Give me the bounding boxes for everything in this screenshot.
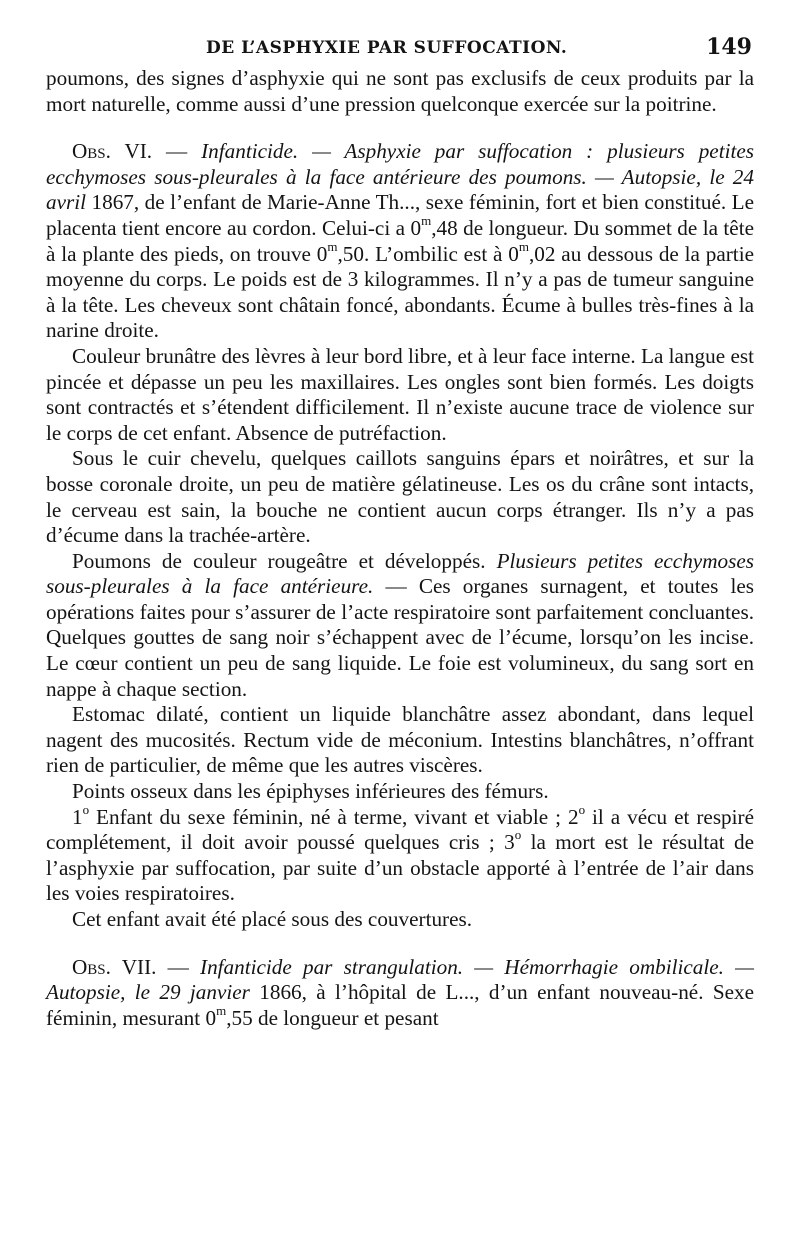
paragraph-lungs-end: — Ces organes surnagent, et toutes les opérations faites pour s’assurer de l’acte respiratoire sont parfaitement concluantes. Quelques gouttes de sang noir s’échappent avec de l’écume, lorsqu’on les incise. Le cœur contient un peu de sang liquide. Le foie est volumineux, du sang sort en nappe à chaque section.	[46, 574, 754, 701]
observation-7-text-b: ,55 de longueur et pesant	[226, 1005, 439, 1030]
ordinal-mark-2: o	[578, 801, 586, 817]
paragraph-scalp: Sous le cuir chevelu, quelques caillots sanguins épars et noirâtres, et sur la bosse coronale droite, un peu de matière gélatineuse. Les os du crâne sont intacts, le cerveau est sain, la bouche ne contient aucun corps étranger. Ils n’y a pas d’écume dans la trachée-artère.	[46, 446, 754, 548]
observation-6-text-c: ,50. L’ombilic est à 0	[337, 241, 519, 266]
paragraph-continuation: poumons, des signes d’asphyxie qui ne sont pas exclusifs de ceux produits par la mort naturelle, comme aussi d’une pression quelconque exercée sur la poitrine.	[46, 66, 754, 116]
observation-6-dash: —	[152, 139, 202, 164]
paragraph-blankets: Cet enfant avait été placé sous des couvertures.	[72, 907, 473, 931]
conclusion-text-1: Enfant du sexe féminin, né à terme, vivant et viable ; 2	[89, 804, 579, 829]
observation-7-title: Infanticide par strangulation. — Hémorrhagie ombilicale. — Autopsie, le 29 janvier	[46, 954, 754, 1005]
observation-7-label: Obs. VII.	[72, 954, 157, 979]
unit-metre-2: m	[327, 238, 338, 254]
paragraph-lungs	[46, 549, 754, 703]
unit-metre-3: m	[518, 238, 529, 254]
page-header	[46, 30, 754, 66]
paragraph-stomach: Estomac dilaté, contient un liquide blanchâtre assez abondant, dans lequel nagent des mucosités. Rectum vide de méconium. Intestins blanchâtres, n’offrant rien de particulier, de même que les autres viscères.	[46, 702, 754, 778]
ordinal-mark-1: o	[82, 801, 90, 817]
unit-metre-4: m	[216, 1002, 227, 1018]
observation-7	[46, 955, 754, 1032]
observation-6-text-b: ,48 de longueur. Du sommet de la tête à la plante des pieds, on trouve 0	[46, 215, 754, 266]
observation-6-label: Obs. VI.	[72, 139, 153, 164]
running-title: DE L’ASPHYXIE PAR SUFFOCATION.	[206, 38, 568, 58]
paragraph-lips: Couleur brunâtre des lèvres à leur bord libre, et à leur face interne. La langue est pincée et dépasse un peu les maxillaires. Les ongles sont bien formés. Les doigts sont contractés et s’étendent difficilement. Il n’existe aucune trace de violence sur le corps de cet enfant. Absence de putréfaction.	[46, 343, 754, 445]
paragraph-lungs-start: Poumons de couleur rougeâtre et développés.	[72, 548, 497, 573]
unit-metre-1: m	[421, 212, 432, 228]
observation-6-text-a: 1867, de l’enfant de Marie-Anne Th..., sexe féminin, fort et bien constitué. Le placenta tient encore au cordon. Celui-ci a 0	[46, 190, 754, 240]
observation-7-text-a: 1866, à l’hôpital de L..., d’un enfant nouveau-né. Sexe féminin, mesurant 0	[46, 980, 755, 1030]
observation-6-text-d: ,02 au dessous de la partie moyenne du corps. Le poids est de 3 kilogrammes. Il n’y a pas de tumeur sanguine à la tête. Les cheveux sont châtain foncé, abondants. Écume à bulles très-fines à la narine droite.	[46, 241, 754, 343]
ordinal-mark-3: o	[514, 827, 522, 843]
conclusion-text-3: la mort est le résultat de l’asphyxie par suffocation, par suite d’un obstacle apporté à l’entrée de l’air dans les voies respiratoires.	[46, 830, 754, 906]
conclusion-text-2: il a vécu et respiré complétement, il doit avoir poussé quelques cris ; 3	[46, 804, 754, 855]
paragraph-lungs-italic: Plusieurs petites ecchymoses sous-pleurales à la face antérieure.	[46, 548, 754, 599]
conclusion-number-1: 1	[72, 804, 83, 829]
page-number: 149	[706, 34, 752, 60]
paragraph-conclusions	[46, 801, 754, 907]
observation-6	[46, 139, 754, 344]
body-text	[46, 66, 754, 1031]
paragraph-bones: Points osseux dans les épiphyses inférieures des fémurs.	[72, 779, 549, 804]
observation-6-title: Infanticide. — Asphyxie par suffocation : plusieurs petites ecchymoses sous-pleurales à la face antérieure des poumons. — Autopsie, le 24 avril	[46, 139, 755, 215]
observation-7-dash: —	[156, 954, 201, 979]
